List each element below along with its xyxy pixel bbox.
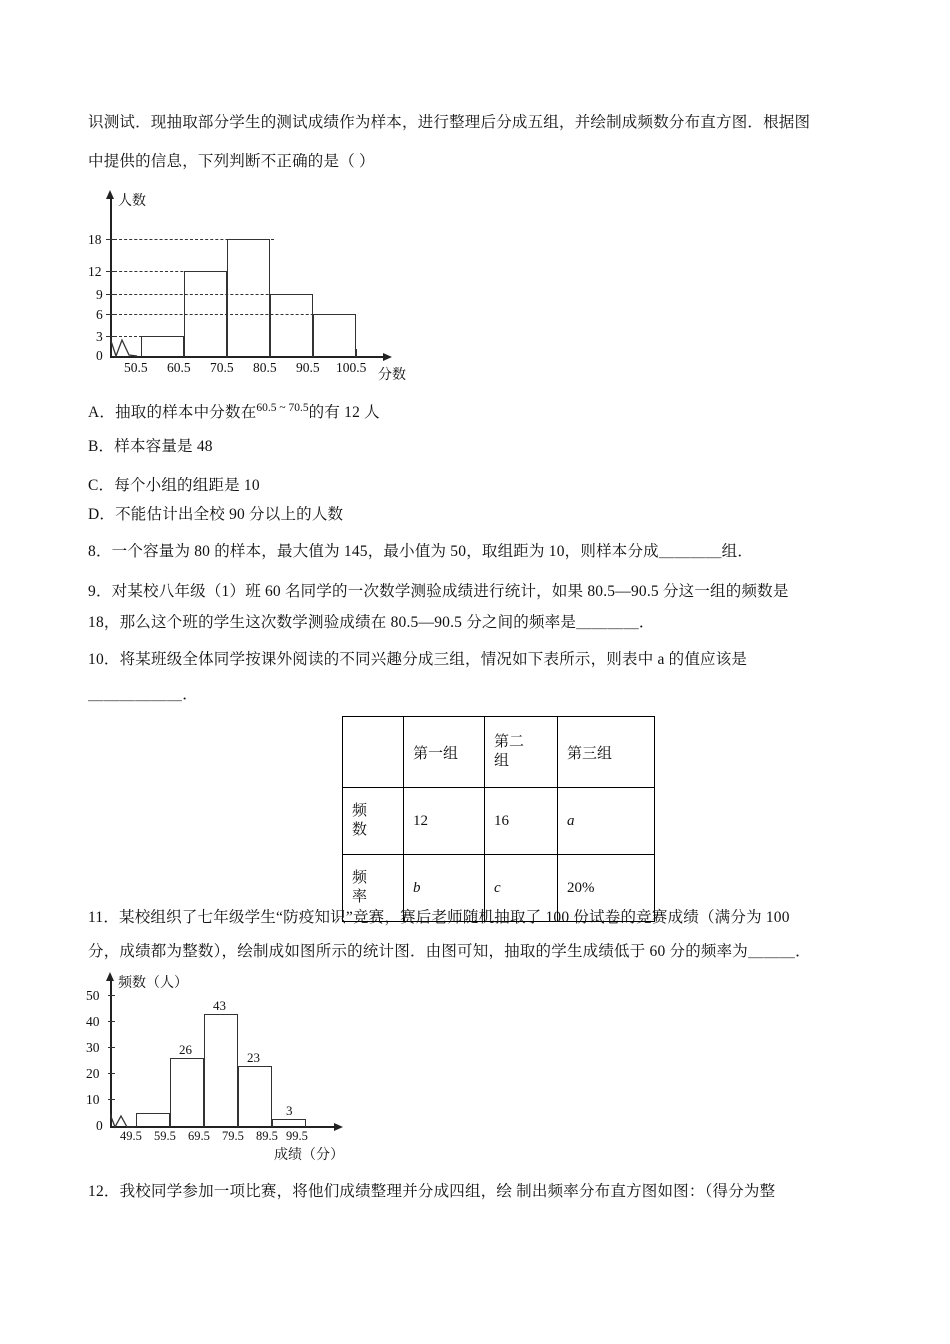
question-8: 8．一个容量为 80 的样本，最大值为 145，最小值为 50，取组距为 10，则样本分成＿＿＿＿组．	[88, 543, 754, 560]
table-cell-count-group3: a	[558, 788, 655, 855]
intro-line-1: 识测试．现抽取部分学生的测试成绩作为样本，进行整理后分成五组，并绘制成频数分布直方图．根据图	[88, 114, 811, 131]
x-axis-arrow-icon	[383, 353, 392, 361]
question-11-line-1: 11．某校组织了七年级学生“防疫知识”竞赛，赛后老师随机抽取了 100 份试卷的竞赛成绩（满分为 100	[88, 909, 790, 926]
y-tick-label-0: 0	[96, 1118, 103, 1133]
y-axis-title: 频数（人）	[118, 976, 188, 991]
x-tick-79.5	[238, 1120, 239, 1127]
y-tick-30	[108, 1047, 115, 1048]
x-tick-label-59.5: 59.5	[154, 1129, 176, 1143]
x-tick-label-70.5: 70.5	[210, 360, 234, 375]
table-row-header	[343, 717, 655, 788]
row-header-rate-char-2: 率	[352, 889, 368, 905]
x-axis-title: 分数	[378, 368, 406, 383]
x-tick-label-100.5: 100.5	[336, 360, 367, 375]
option-a-range: 60.5 ~ 70.5	[256, 402, 309, 414]
option-a-suffix: 的有 12 人	[308, 404, 380, 422]
bar-90.5-100.5	[313, 314, 356, 357]
table-cell-rate-group3: 20%	[558, 855, 655, 922]
y-axis-line	[110, 980, 112, 1128]
bar-80.5-90.5	[270, 294, 313, 357]
bar-79.5-89.5	[238, 1066, 272, 1127]
table-header-group-2-line-2: 组	[494, 753, 510, 769]
table-cell-count-group1: 12	[404, 788, 485, 855]
y-tick-18	[106, 239, 114, 240]
y-axis-arrow-icon	[106, 190, 114, 199]
y-tick-50	[108, 995, 115, 996]
bar-70.5-80.5	[227, 239, 270, 357]
y-tick-label-20: 20	[86, 1066, 100, 1081]
bar-59.5-69.5	[170, 1058, 204, 1127]
table-cell-rate-group1: b	[404, 855, 485, 922]
y-tick-label-6: 6	[96, 307, 103, 322]
option-c: C．每个小组的组距是 10	[88, 477, 260, 494]
y-axis-line	[110, 198, 112, 358]
x-tick-label-79.5: 79.5	[222, 1129, 244, 1143]
y-tick-10	[108, 1099, 115, 1100]
x-tick-49.5	[136, 1120, 137, 1127]
question-10-line-2: ＿＿＿＿＿＿．	[88, 686, 198, 703]
table-header-group-1	[404, 717, 485, 788]
x-tick-label-99.5: 99.5	[286, 1129, 308, 1143]
table-row-header-frequency-count	[343, 788, 404, 855]
x-tick-label-89.5: 89.5	[256, 1129, 278, 1143]
y-tick-40	[108, 1021, 115, 1022]
table-cell-count-group2: 16	[485, 788, 558, 855]
bar-49.5-59.5	[136, 1113, 170, 1127]
y-tick-label-30: 30	[86, 1040, 100, 1055]
table-cell-rate-group2: c	[485, 855, 558, 922]
x-tick-label-90.5: 90.5	[296, 360, 320, 375]
x-tick-label-80.5: 80.5	[253, 360, 277, 375]
table-header-group-3	[558, 717, 655, 788]
table-cell-corner	[343, 717, 404, 788]
bar-label-69.5-79.5: 43	[213, 998, 226, 1013]
x-tick-50.5	[141, 349, 142, 357]
bar-50.5-60.5	[141, 336, 184, 357]
y-tick-label-50: 50	[86, 988, 100, 1003]
y-tick-6	[106, 314, 114, 315]
row-header-count-char-2: 数	[352, 822, 368, 838]
table-header-group-3-label: 第三组	[567, 745, 613, 762]
question-10-line-1: 10．将某班级全体同学按课外阅读的不同兴趣分成三组，情况如下表所示，则表中 a 的值应该是	[88, 651, 748, 668]
x-tick-69.5	[204, 1120, 205, 1127]
x-axis-title: 成绩（分）	[274, 1148, 344, 1163]
x-tick-100.5	[356, 349, 357, 357]
y-tick-label-10: 10	[86, 1092, 100, 1107]
x-tick-80.5	[270, 349, 271, 357]
row-header-count-char-1: 频	[352, 803, 368, 819]
chart-q7-histogram	[88, 188, 418, 383]
chart-q11-histogram	[78, 972, 398, 1172]
bar-label-89.5-99.5: 3	[286, 1103, 293, 1118]
x-tick-90.5	[313, 349, 314, 357]
x-axis-arrow-icon	[334, 1123, 343, 1131]
y-axis-arrow-icon	[106, 972, 114, 981]
table-header-group-2	[485, 717, 558, 788]
y-tick-label-3: 3	[96, 329, 103, 344]
x-tick-70.5	[227, 349, 228, 357]
question-9-line-1: 9．对某校八年级（1）班 60 名同学的一次数学测验成绩进行统计，如果 80.5—90.5 分这一组的频数是	[88, 583, 789, 600]
y-tick-label-18: 18	[88, 232, 102, 247]
bar-60.5-70.5	[184, 271, 227, 357]
table-header-group-2-line-1: 第二	[494, 734, 525, 750]
y-tick-9	[106, 294, 114, 295]
y-tick-12	[106, 271, 114, 272]
y-tick-20	[108, 1073, 115, 1074]
bar-89.5-99.5	[272, 1119, 306, 1127]
question-12: 12．我校同学参加一项比赛，将他们成绩整理并分成四组，绘 制出频率分布直方图如图：（得分为整	[88, 1183, 776, 1200]
table-header-group-1-label: 第一组	[413, 745, 459, 762]
x-tick-label-50.5: 50.5	[124, 360, 148, 375]
row-header-rate-char-1: 频	[352, 870, 368, 886]
x-tick-label-49.5: 49.5	[120, 1129, 142, 1143]
frequency-table	[342, 716, 655, 922]
question-9-line-2: 18，那么这个班的学生这次数学测验成绩在 80.5—90.5 分之间的频率是＿＿＿＿．	[88, 614, 655, 631]
x-tick-label-60.5: 60.5	[167, 360, 191, 375]
bar-label-79.5-89.5: 23	[247, 1050, 260, 1065]
axis-break-zigzag-icon	[110, 336, 140, 358]
table-row	[343, 788, 655, 855]
axis-break-zigzag-icon	[110, 1112, 136, 1130]
intro-line-2: 中提供的信息，下列判断不正确的是（ ）	[88, 153, 375, 170]
option-d: D．不能估计出全校 90 分以上的人数	[88, 506, 344, 523]
y-axis-title: 人数	[118, 194, 146, 209]
question-11-line-2: 分，成绩都为整数），绘制成如图所示的统计图．由图可知，抽取的学生成绩低于 60 分的频率为＿＿＿．	[88, 943, 811, 960]
option-b: B．样本容量是 48	[88, 438, 213, 455]
option-a-prefix: A．抽取的样本中分数在	[88, 404, 257, 422]
x-tick-label-69.5: 69.5	[188, 1129, 210, 1143]
x-tick-60.5	[184, 349, 185, 357]
bar-label-59.5-69.5: 26	[179, 1042, 192, 1057]
y-tick-label-9: 9	[96, 287, 103, 302]
bar-69.5-79.5	[204, 1014, 238, 1127]
y-tick-label-0: 0	[96, 348, 103, 363]
x-tick-89.5	[272, 1120, 273, 1127]
y-tick-label-12: 12	[88, 264, 102, 279]
y-tick-label-40: 40	[86, 1014, 100, 1029]
option-a	[88, 398, 380, 423]
x-tick-59.5	[170, 1120, 171, 1127]
